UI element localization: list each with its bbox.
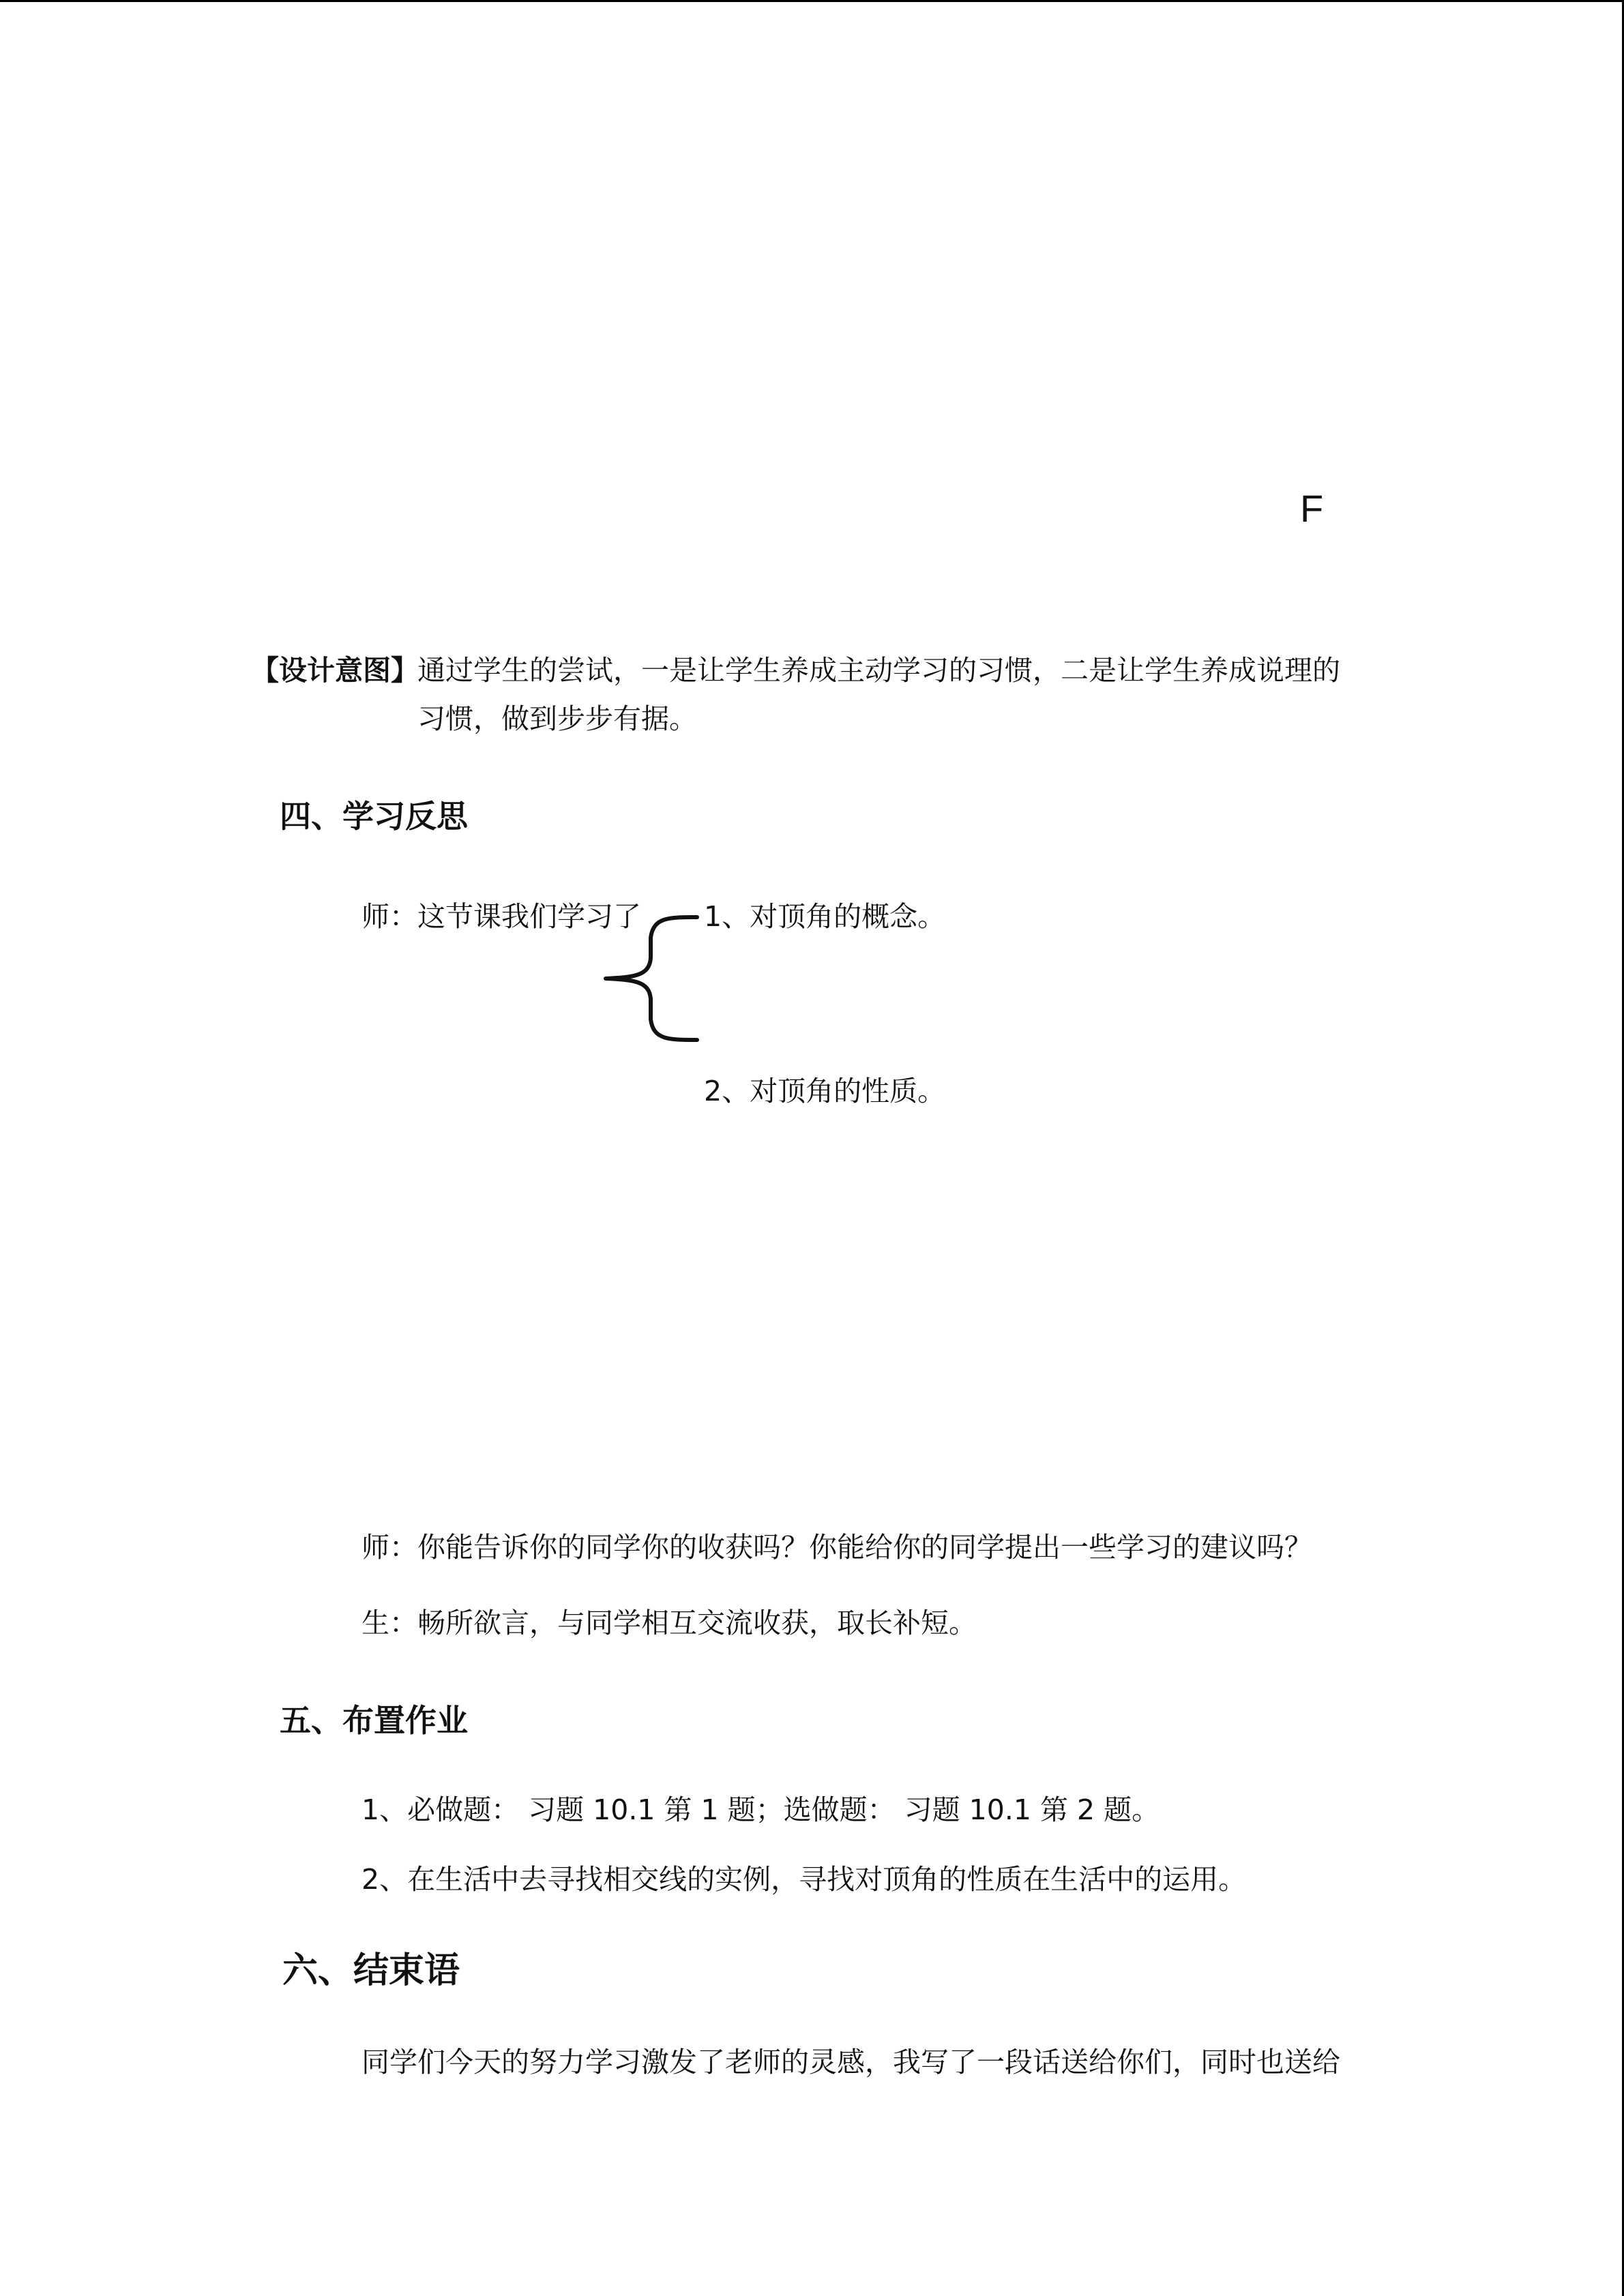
closing-text: 同学们今天的努力学习激发了老师的灵感，我写了一段话送给你们，同时也送给 xyxy=(361,2046,1340,2078)
reflection-item-1: 1、对顶角的概念。 xyxy=(704,900,946,933)
design-intent-label: 【设计意图】 xyxy=(251,654,419,687)
design-intent-line2: 习惯，做到步步有据。 xyxy=(417,702,697,735)
design-intent-line1: 通过学生的尝试，一是让学生养成主动学习的习惯，二是让学生养成说理的 xyxy=(417,654,1340,687)
student-response: 生：畅所欲言，与同学相互交流收获，取长补短。 xyxy=(361,1607,977,1639)
section-heading-reflection: 四、学习反思 xyxy=(280,798,468,835)
homework-item-1: 1、必做题： 习题 10.1 第 1 题；选做题： 习题 10.1 第 2 题。 xyxy=(361,1793,1160,1826)
teacher-question: 师：你能告诉你的同学你的收获吗？你能给你的同学提出一些学习的建议吗？ xyxy=(361,1531,1312,1564)
section-heading-closing: 六、结束语 xyxy=(282,1950,460,1991)
curly-brace xyxy=(600,910,703,1047)
section-heading-homework: 五、布置作业 xyxy=(280,1702,468,1739)
page-border-top xyxy=(0,0,1624,2)
teacher-intro: 师：这节课我们学习了 xyxy=(361,900,641,933)
homework-item-2: 2、在生活中去寻找相交线的实例，寻找对顶角的性质在生活中的运用。 xyxy=(361,1863,1247,1896)
stray-letter: F xyxy=(1300,487,1324,530)
reflection-item-2: 2、对顶角的性质。 xyxy=(704,1075,946,1107)
